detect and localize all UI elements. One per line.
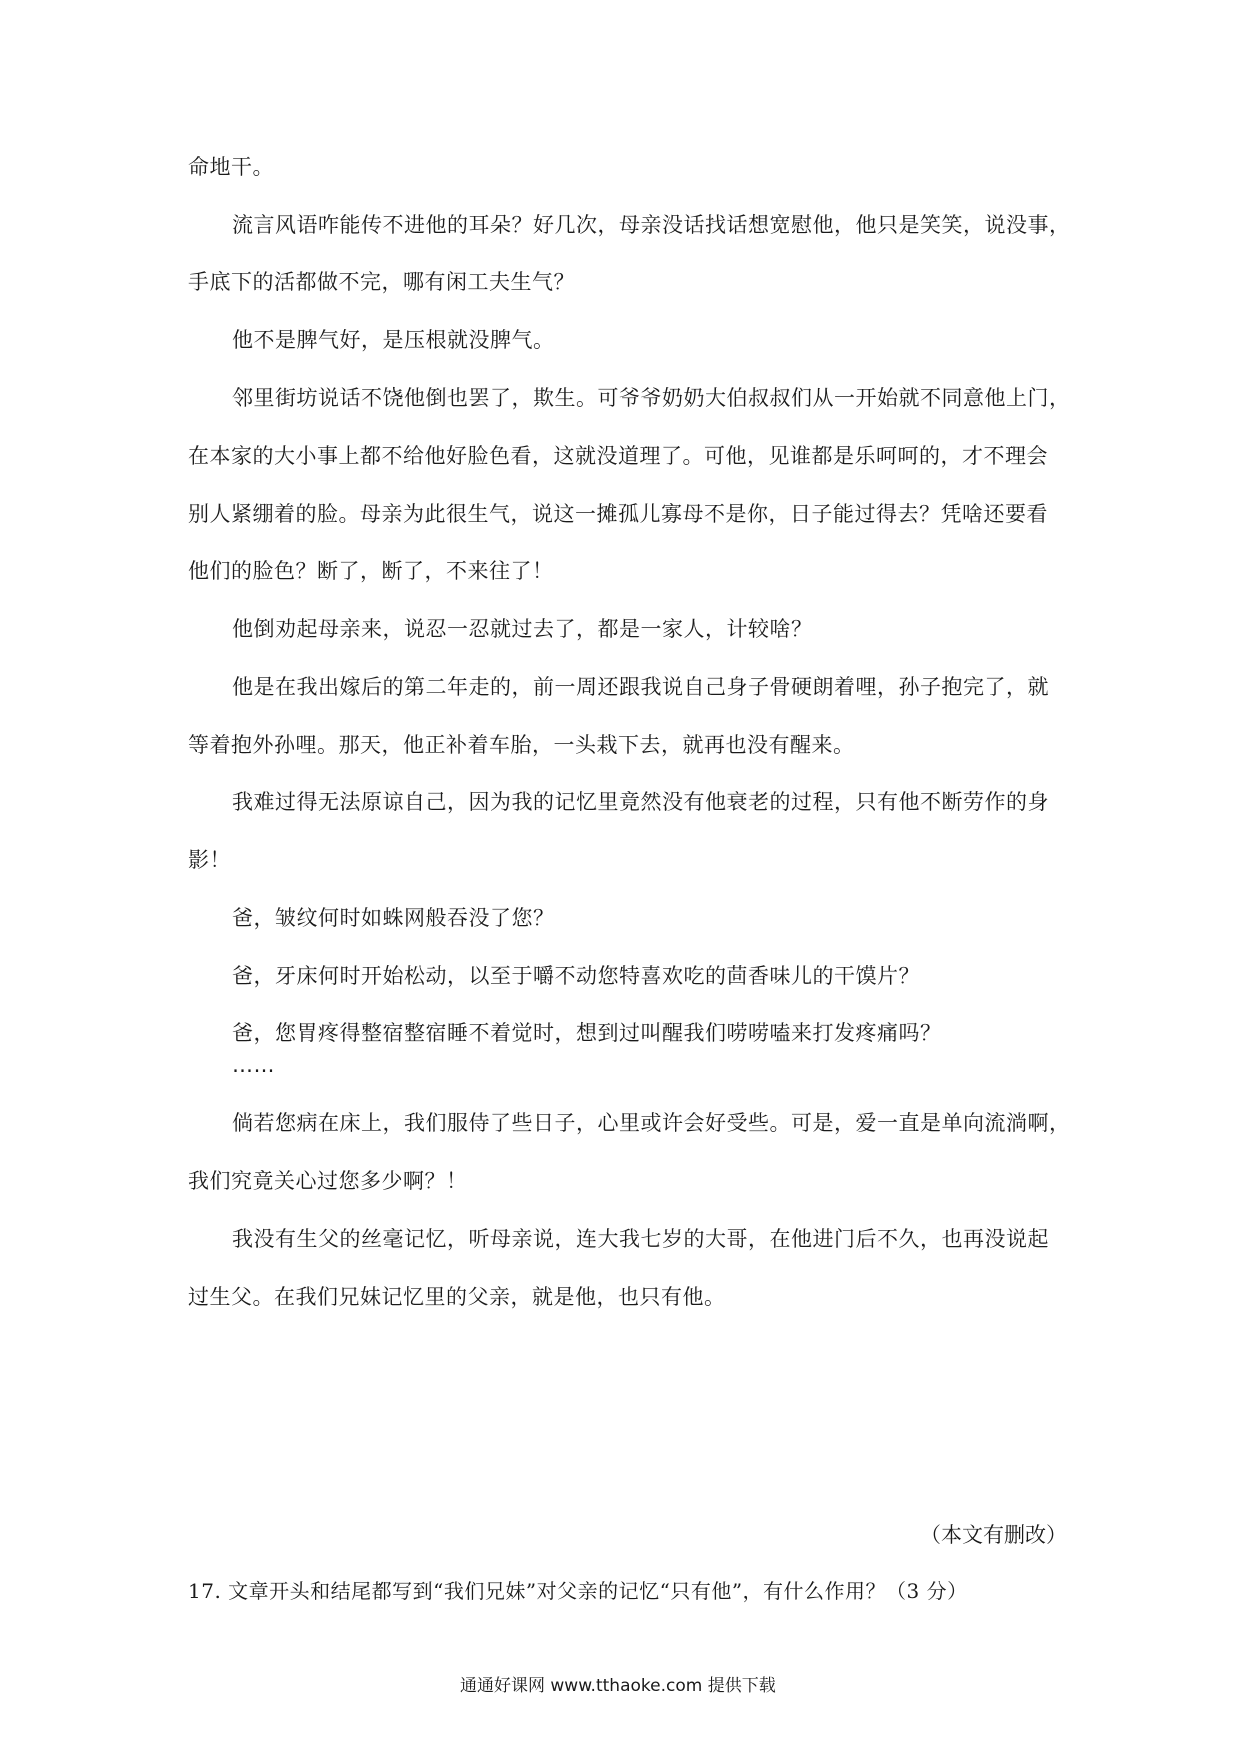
paragraph-line: 别人紧绷着的脸。母亲为此很生气，说这一摊孤儿寡母不是你，日子能过得去？凭啥还要看 <box>188 502 1048 526</box>
paragraph-line: 我难过得无法原谅自己，因为我的记忆里竟然没有他衰老的过程，只有他不断劳作的身 <box>232 790 1049 814</box>
paragraph-line: 爸，牙床何时开始松动，以至于嚼不动您特喜欢吃的茴香味儿的干馍片？ <box>232 964 920 988</box>
paragraph-line: 影！ <box>188 848 231 872</box>
paragraph-line: 我们究竟关心过您多少啊？！ <box>188 1169 468 1193</box>
paragraph-line: 爸，您胃疼得整宿整宿睡不着觉时，想到过叫醒我们唠唠嗑来打发疼痛吗？ <box>232 1021 942 1045</box>
paragraph-line: 邻里街坊说话不饶他倒也罢了，欺生。可爷爷奶奶大伯叔叔们从一开始就不同意他上门， <box>232 386 1071 410</box>
paragraph-line: 在本家的大小事上都不给他好脸色看，这就没道理了。可他，见谁都是乐呵呵的，才不理会 <box>188 444 1048 468</box>
page-footer: 通通好课网 www.tthaoke.com 提供下载 <box>460 1676 776 1696</box>
paragraph-line: 手底下的活都做不完，哪有闲工夫生气？ <box>188 270 575 294</box>
paragraph-line: 我没有生父的丝毫记忆，听母亲说，连大我七岁的大哥，在他进门后不久，也再没说起 <box>232 1227 1049 1251</box>
paragraph-line: 流言风语咋能传不进他的耳朵？好几次，母亲没话找话想宽慰他，他只是笑笑，说没事， <box>232 213 1071 237</box>
paragraph-line: 他不是脾气好，是压根就没脾气。 <box>232 328 555 352</box>
ellipsis-line: …… <box>232 1053 275 1077</box>
paragraph-line: 倘若您病在床上，我们服侍了些日子，心里或许会好受些。可是，爱一直是单向流淌啊， <box>232 1111 1071 1135</box>
source-note: （本文有删改） <box>920 1523 1067 1547</box>
question-17: 17. 文章开头和结尾都写到“我们兄妹”对父亲的记忆“只有他”，有什么作用？（3 分） <box>188 1579 968 1603</box>
paragraph-line: 过生父。在我们兄妹记忆里的父亲，就是他，也只有他。 <box>188 1285 726 1309</box>
paragraph-line: 等着抱外孙哩。那天，他正补着车胎，一头栽下去，就再也没有醒来。 <box>188 733 855 757</box>
paragraph-line: 爸，皱纹何时如蛛网般吞没了您？ <box>232 906 555 930</box>
paragraph-line: 他倒劝起母亲来，说忍一忍就过去了，都是一家人，计较啥？ <box>232 617 813 641</box>
paragraph-line: 命地干。 <box>188 155 274 179</box>
paragraph-line: 他是在我出嫁后的第二年走的，前一周还跟我说自己身子骨硬朗着哩，孙子抱完了，就 <box>232 675 1049 699</box>
paragraph-line: 他们的脸色？断了，断了，不来往了！ <box>188 559 554 583</box>
